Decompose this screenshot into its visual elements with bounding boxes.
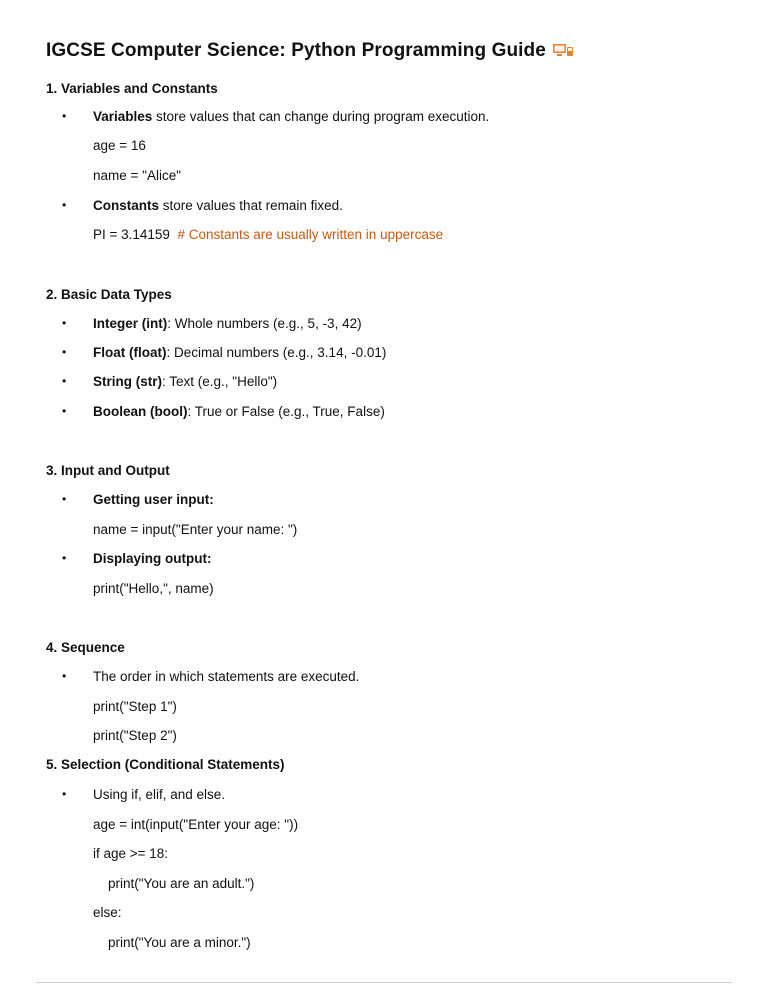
code-line: if age >= 18: — [93, 846, 169, 861]
list-item — [62, 492, 214, 507]
term-description: : True or False (e.g., True, False) — [187, 404, 385, 419]
section-heading-data-types: 2. Basic Data Types — [46, 287, 172, 302]
list-item — [62, 404, 385, 419]
bullet-marker: • — [62, 787, 67, 801]
term: Float (float) — [93, 345, 167, 360]
term: Getting user input: — [93, 492, 214, 507]
code-comment: # Constants are usually written in uppercase — [177, 227, 444, 242]
bullet-marker: • — [62, 316, 67, 330]
term: Constants — [93, 198, 160, 213]
term: Displaying output: — [93, 551, 212, 566]
bullet-marker: • — [62, 374, 67, 388]
list-item — [62, 787, 225, 802]
computer-icon — [552, 43, 574, 59]
page-title — [46, 40, 574, 62]
term-description: store values that can change during program execution. — [152, 109, 490, 124]
bullet-marker: • — [62, 345, 67, 359]
term: Variables — [93, 109, 153, 124]
page-bottom-rule — [36, 982, 732, 983]
code-line: name = "Alice" — [93, 168, 182, 183]
bullet-marker: • — [62, 492, 67, 506]
term-description: : Text (e.g., "Hello") — [162, 374, 278, 389]
term: Integer (int) — [93, 316, 168, 331]
list-item — [62, 109, 489, 124]
list-item — [62, 345, 386, 360]
bullet-marker: • — [62, 551, 67, 565]
item-text: The order in which statements are executed. — [93, 669, 360, 684]
code-text: PI = 3.14159 — [93, 227, 170, 242]
term: Boolean (bool) — [93, 404, 188, 419]
code-line: print("Step 2") — [93, 728, 177, 743]
section-heading-variables: 1. Variables and Constants — [46, 81, 218, 96]
section-heading-input-output: 3. Input and Output — [46, 463, 170, 478]
term-description: store values that remain fixed. — [159, 198, 343, 213]
code-line: print("You are a minor.") — [108, 935, 251, 950]
page-title-text: IGCSE Computer Science: Python Programming Guide — [46, 40, 546, 61]
code-line: print("Hello,", name) — [93, 581, 214, 596]
list-item — [62, 316, 362, 331]
list-item — [62, 669, 359, 684]
bullet-marker: • — [62, 669, 67, 683]
section-heading-sequence: 4. Sequence — [46, 640, 125, 655]
bullet-marker: • — [62, 198, 67, 212]
term-description: : Decimal numbers (e.g., 3.14, -0.01) — [166, 345, 387, 360]
bullet-marker: • — [62, 109, 67, 123]
code-line: name = input("Enter your name: ") — [93, 522, 298, 537]
list-item — [62, 551, 212, 566]
list-item — [62, 198, 343, 213]
code-line: age = 16 — [93, 138, 146, 153]
list-item — [62, 374, 277, 389]
bullet-marker: • — [62, 404, 67, 418]
term-description: : Whole numbers (e.g., 5, -3, 42) — [167, 316, 362, 331]
section-heading-selection: 5. Selection (Conditional Statements) — [46, 757, 285, 772]
code-line: print("Step 1") — [93, 699, 177, 714]
item-text: Using if, elif, and else. — [93, 787, 226, 802]
code-line: print("You are an adult.") — [108, 876, 255, 891]
code-line: age = int(input("Enter your age: ")) — [93, 817, 299, 832]
term: String (str) — [93, 374, 162, 389]
code-line — [93, 227, 443, 242]
code-line: else: — [93, 905, 122, 920]
